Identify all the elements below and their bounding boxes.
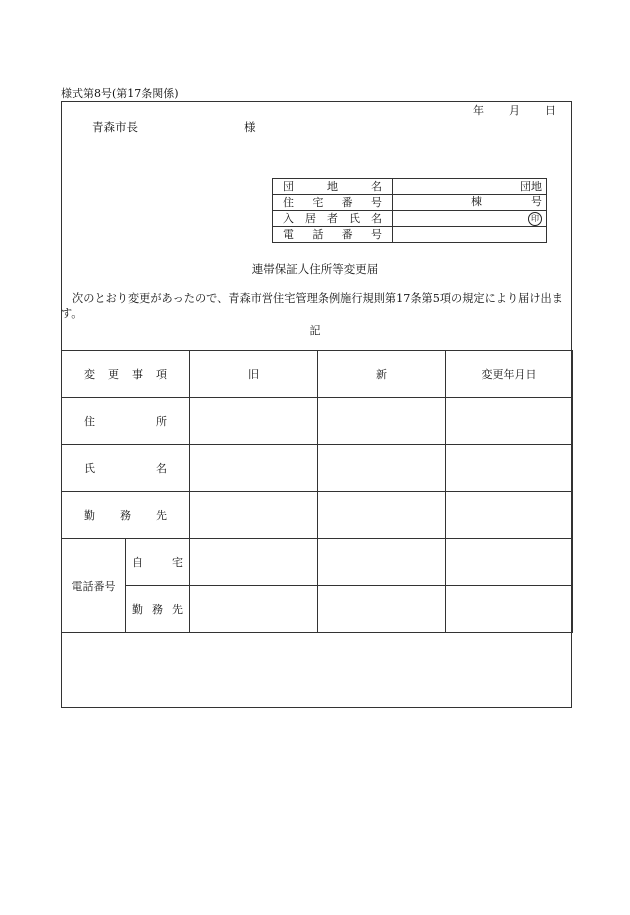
applicant-row-house-number — [273, 195, 547, 211]
danchi-name-field[interactable] — [393, 179, 547, 195]
table-row — [62, 539, 573, 586]
applicant-label: 団地名 — [273, 179, 393, 195]
date-month-label: 月 — [509, 104, 520, 117]
addressee-honorific: 様 — [244, 120, 256, 134]
header-old: 旧 — [190, 351, 318, 398]
workplace-date-cell[interactable] — [446, 492, 573, 539]
row-label-phone-work: 勤務先 — [126, 586, 190, 633]
header-change-item: 変更事項 — [62, 351, 190, 398]
address-date-cell[interactable] — [446, 398, 573, 445]
row-label-phone-home: 自宅 — [126, 539, 190, 586]
date-year-label: 年 — [473, 104, 484, 117]
applicant-info-table — [272, 178, 547, 243]
applicant-row-danchi — [273, 179, 547, 195]
phone-home-date-cell[interactable] — [446, 539, 573, 586]
row-label-name: 氏名 — [62, 445, 190, 492]
table-row — [62, 445, 573, 492]
row-label-address: 住所 — [62, 398, 190, 445]
phone-number-field[interactable] — [393, 227, 547, 243]
address-old-cell[interactable] — [190, 398, 318, 445]
date-day-label: 日 — [545, 104, 556, 117]
header-new: 新 — [318, 351, 446, 398]
row-label-phone: 電話番号 — [62, 539, 126, 633]
address-new-cell[interactable] — [318, 398, 446, 445]
applicant-row-phone — [273, 227, 547, 243]
ki-marker: 記 — [309, 324, 321, 337]
seal-mark: 印 — [528, 212, 542, 226]
addressee-name: 青森市長 — [92, 120, 138, 134]
document-title: 連帯保証人住所等変更届 — [251, 262, 379, 276]
phone-home-new-cell[interactable] — [318, 539, 446, 586]
workplace-new-cell[interactable] — [318, 492, 446, 539]
table-header-row — [62, 351, 573, 398]
table-row — [62, 492, 573, 539]
body-statement: 次のとおり変更があったので、青森市営住宅管理条例施行規則第17条第5項の規定により届け出ます。 — [61, 292, 563, 320]
applicant-row-resident-name — [273, 211, 547, 227]
phone-work-date-cell[interactable] — [446, 586, 573, 633]
phone-work-old-cell[interactable] — [190, 586, 318, 633]
table-row — [62, 398, 573, 445]
row-label-workplace: 勤務先 — [62, 492, 190, 539]
resident-name-field[interactable] — [393, 211, 547, 227]
change-items-table — [61, 350, 573, 633]
applicant-label: 住宅番号 — [273, 195, 393, 211]
danchi-suffix: 団地 — [520, 179, 542, 193]
phone-home-old-cell[interactable] — [190, 539, 318, 586]
room-suffix: 号 — [531, 195, 542, 208]
header-change-date: 変更年月日 — [446, 351, 573, 398]
form-number-label: 様式第8号(第17条関係) — [61, 87, 179, 100]
name-date-cell[interactable] — [446, 445, 573, 492]
table-row — [62, 586, 573, 633]
applicant-label: 入居者氏名 — [273, 211, 393, 227]
applicant-label: 電話番号 — [273, 227, 393, 243]
house-number-field[interactable] — [393, 195, 547, 211]
workplace-old-cell[interactable] — [190, 492, 318, 539]
building-suffix: 棟 — [471, 195, 482, 208]
name-old-cell[interactable] — [190, 445, 318, 492]
name-new-cell[interactable] — [318, 445, 446, 492]
phone-work-new-cell[interactable] — [318, 586, 446, 633]
